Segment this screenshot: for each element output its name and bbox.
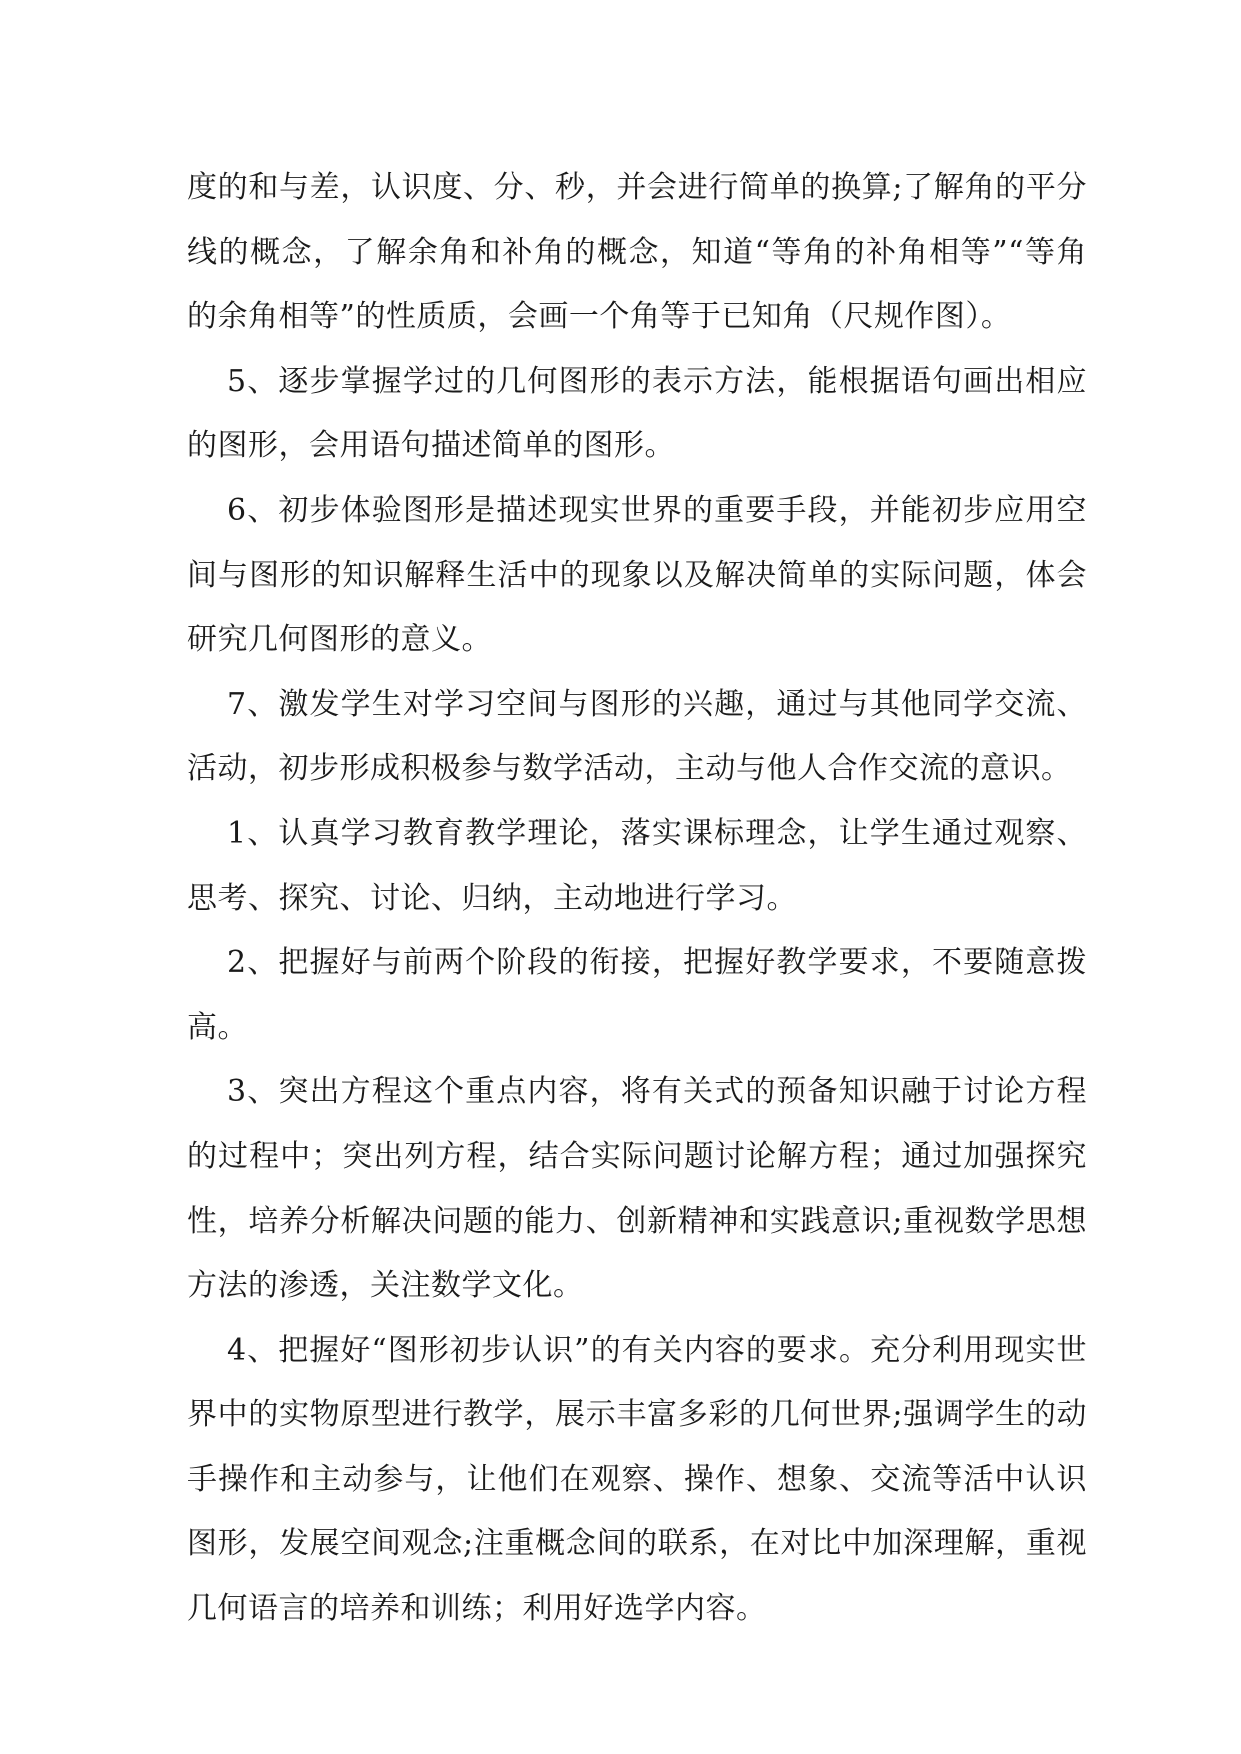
paragraph-item-6: 6、初步体验图形是描述现实世界的重要手段，并能初步应用空间与图形的知识解释生活中的现象以及解决简单的实际问题，体会研究几何图形的意义。 xyxy=(187,492,1087,658)
paragraph-measure-1: 1、认真学习教育教学理论，落实课标理念，让学生通过观察、思考、探究、讨论、归纳，主动地进行学习。 xyxy=(187,815,1087,916)
paragraph-measure-3: 3、突出方程这个重点内容，将有关式的预备知识融于讨论方程的过程中；突出列方程，结合实际问题讨论解方程；通过加强探究性，培养分析解决问题的能力、创新精神和实践意识;重视数学思想方法的渗透，关注数学文化。 xyxy=(187,1074,1087,1304)
document-body xyxy=(187,156,1087,1642)
paragraph-angle-continuation: 度的和与差，认识度、分、秒，并会进行简单的换算;了解角的平分线的概念，了解余角和补角的概念，知道“等角的补角相等”“等角的余角相等”的性质质，会画一个角等于已知角（尺规作图）。 xyxy=(187,170,1087,335)
paragraph-measure-4: 4、把握好“图形初步认识”的有关内容的要求。充分利用现实世界中的实物原型进行教学，展示丰富多彩的几何世界;强调学生的动手操作和主动参与，让他们在观察、操作、想象、交流等活中认识图形，发展空间观念;注重概念间的联系，在对比中加深理解，重视几何语言的培养和训练；利用好选学内容。 xyxy=(187,1332,1087,1627)
paragraph-item-5: 5、逐步掌握学过的几何图形的表示方法，能根据语句画出相应的图形，会用语句描述简单的图形。 xyxy=(187,363,1087,464)
paragraph-item-7: 7、激发学生对学习空间与图形的兴趣，通过与其他同学交流、活动，初步形成积极参与数学活动，主动与他人合作交流的意识。 xyxy=(187,686,1087,787)
paragraph-measure-2: 2、把握好与前两个阶段的衔接，把握好教学要求，不要随意拨高。 xyxy=(187,945,1087,1045)
